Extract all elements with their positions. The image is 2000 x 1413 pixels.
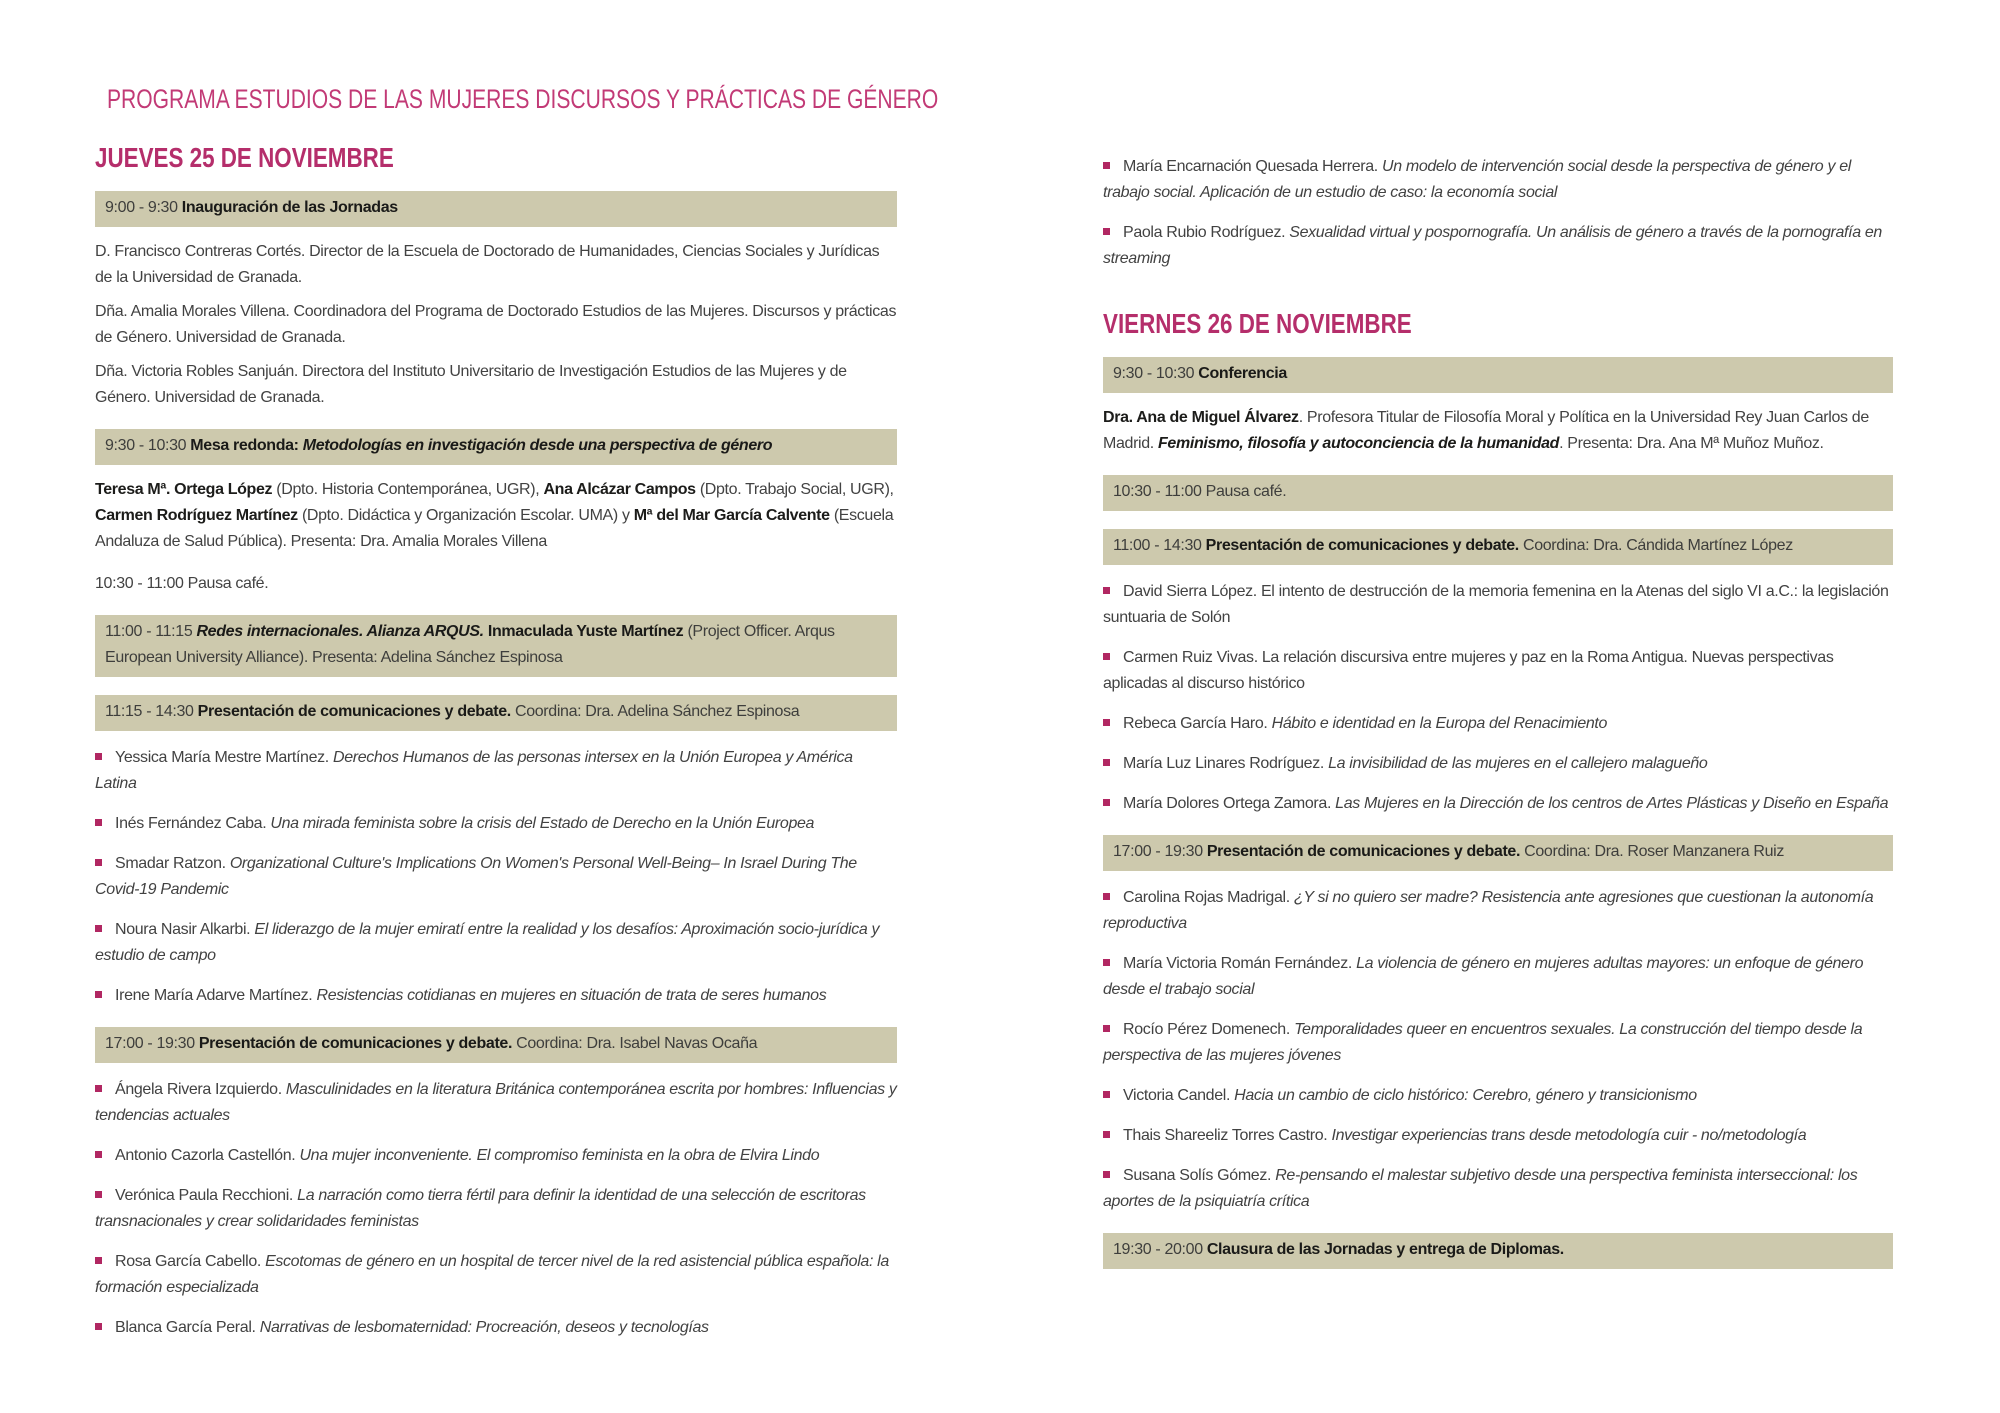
- text-run: La invisibilidad de las mujeres en el callejero malagueño: [1328, 755, 1708, 772]
- session-bar: [1103, 1233, 1893, 1269]
- text-run: Hábito e identidad en la Europa del Renacimiento: [1271, 715, 1608, 732]
- text-run: Resistencias cotidianas en mujeres en situación de trata de seres humanos: [316, 987, 827, 1004]
- text-run: Narrativas de lesbomaternidad: Procreación, deseos y tecnologías: [259, 1319, 709, 1336]
- text-run: Feminismo, filosofía y autoconciencia de la humanidad: [1158, 435, 1560, 452]
- page-title: PROGRAMA ESTUDIOS DE LAS MUJERES DISCURSOS Y PRÁCTICAS DE GÉNERO: [107, 84, 939, 114]
- text-run: (Dpto. Trabajo Social, UGR),: [699, 481, 894, 498]
- day-heading-thursday: JUEVES 25 DE NOVIEMBRE: [95, 142, 394, 173]
- text-run: Coordina: Dra. Adelina Sánchez Espinosa: [514, 703, 800, 720]
- text-run: Mª del Mar García Calvente: [633, 507, 834, 524]
- text-run: 19:30 - 20:00: [1113, 1241, 1207, 1258]
- bullet-square-icon: [95, 1085, 102, 1092]
- text-run: Ángela Rivera Izquierdo.: [115, 1081, 286, 1098]
- text-run: Paola Rubio Rodríguez.: [1123, 224, 1290, 241]
- session-bar: [95, 695, 897, 731]
- text-run: Blanca García Peral.: [115, 1319, 260, 1336]
- session-bar: [1103, 529, 1893, 565]
- program-paragraph: [1103, 405, 1893, 457]
- text-run: 11:15 - 14:30: [105, 703, 198, 720]
- text-run: Sexualidad virtual y pospornografía. Un análisis de género a través de la pornografía en streaming: [1103, 224, 1882, 267]
- text-run: David Sierra López. El intento de destrucción de la memoria femenina en la Atenas del siglo VI a.C.: la legislación suntuaria de Solón: [1103, 583, 1889, 626]
- bullet-square-icon: [1103, 719, 1110, 726]
- communication-item: [1103, 885, 1893, 937]
- bullet-square-icon: [95, 819, 102, 826]
- program-paragraph: [95, 477, 897, 555]
- text-run: María Luz Linares Rodríguez.: [1123, 755, 1329, 772]
- text-run: Derechos Humanos de las personas intersex en la Unión Europea y América Latina: [95, 749, 853, 792]
- text-run: 11:00 - 14:30: [1113, 537, 1206, 554]
- session-bar: [1103, 357, 1893, 393]
- bullet-square-icon: [1103, 799, 1110, 806]
- text-run: Metodologías en investigación desde una perspectiva de género: [302, 437, 773, 454]
- text-run: (Dpto. Historia Contemporánea, UGR),: [276, 481, 544, 498]
- communication-item: [95, 917, 897, 969]
- bullet-square-icon: [1103, 1025, 1110, 1032]
- bullet-square-icon: [1103, 1091, 1110, 1098]
- communication-item: [1103, 1123, 1893, 1149]
- text-run: María Victoria Román Fernández.: [1123, 955, 1357, 972]
- text-run: Ana Alcázar Campos: [543, 481, 700, 498]
- communication-item: [1103, 220, 1893, 272]
- right-column: [1103, 140, 1893, 1281]
- communication-item: [95, 1143, 897, 1169]
- text-run: Mesa redonda:: [190, 437, 303, 454]
- text-run: Presentación de comunicaciones y debate.: [1206, 843, 1525, 860]
- bullet-square-icon: [95, 859, 102, 866]
- friday-program-blocks: [1103, 154, 1893, 1269]
- text-run: (Project Officer. Arqus European University Alliance). Presenta: Adelina Sánchez Espinosa: [105, 623, 835, 666]
- text-run: Una mirada feminista sobre la crisis del Estado de Derecho en la Unión Europea: [270, 815, 815, 832]
- text-run: Yessica María Mestre Martínez.: [115, 749, 333, 766]
- bullet-square-icon: [1103, 759, 1110, 766]
- text-run: Irene María Adarve Martínez.: [115, 987, 317, 1004]
- text-run: Dña. Amalia Morales Villena. Coordinadora del Programa de Doctorado Estudios de las Mujeres. Discursos y prácticas de Género. Universidad de Granada.: [95, 303, 897, 346]
- bullet-square-icon: [95, 1257, 102, 1264]
- communication-item: [1103, 1017, 1893, 1069]
- communication-item: [1103, 711, 1893, 737]
- text-run: 9:30 - 10:30: [105, 437, 191, 454]
- communication-item: [1103, 951, 1893, 1003]
- session-bar: [1103, 475, 1893, 511]
- communication-item: [95, 851, 897, 903]
- text-run: Inés Fernández Caba.: [115, 815, 271, 832]
- text-run: 9:30 - 10:30: [1113, 365, 1199, 382]
- communication-item: [1103, 791, 1893, 817]
- session-bar: [95, 429, 897, 465]
- bullet-square-icon: [1103, 587, 1110, 594]
- bullet-square-icon: [95, 1191, 102, 1198]
- text-run: Verónica Paula Recchioni.: [115, 1187, 298, 1204]
- text-run: El liderazgo de la mujer emiratí entre la realidad y los desafíos: Aproximación socio-jurídica y estudio de campo: [95, 921, 880, 964]
- session-bar: [95, 191, 897, 227]
- communication-item: [1103, 579, 1893, 631]
- text-run: Las Mujeres en la Dirección de los centros de Artes Plásticas y Diseño en España: [1335, 795, 1889, 812]
- communication-item: [1103, 1163, 1893, 1215]
- text-run: Masculinidades en la literatura Británica contemporánea escrita por hombres: Influencias y tendencias actuales: [95, 1081, 897, 1124]
- bullet-square-icon: [95, 925, 102, 932]
- text-run: Una mujer inconveniente. El compromiso feminista en la obra de Elvira Lindo: [299, 1147, 820, 1164]
- text-run: Antonio Cazorla Castellón.: [115, 1147, 300, 1164]
- bullet-square-icon: [95, 991, 102, 998]
- thursday-program-blocks: [95, 191, 897, 1341]
- text-run: Un modelo de intervención social desde la perspectiva de género y el trabajo social. Aplicación de un estudio de caso: la economía social: [1103, 158, 1851, 201]
- text-run: Temporalidades queer en encuentros sexuales. La construcción del tiempo desde la perspectiva de las mujeres jóvenes: [1103, 1021, 1863, 1064]
- text-run: Rosa García Cabello.: [115, 1253, 266, 1270]
- text-run: Conferencia: [1198, 365, 1287, 382]
- session-bar: [95, 615, 897, 677]
- left-column: [95, 142, 897, 1355]
- text-run: ¿Y si no quiero ser madre? Resistencia ante agresiones que cuestionan la autonomía reproductiva: [1103, 889, 1874, 932]
- text-run: Dña. Victoria Robles Sanjuán. Directora del Instituto Universitario de Investigación Estudios de las Mujeres y de Género. Universidad de Granada.: [95, 363, 847, 406]
- text-run: 17:00 - 19:30: [1113, 843, 1207, 860]
- program-paragraph: [95, 359, 897, 411]
- communication-item: [1103, 645, 1893, 697]
- communication-item: [95, 1315, 897, 1341]
- text-run: . Presenta: Dra. Ana Mª Muñoz Muñoz.: [1559, 435, 1824, 452]
- bullet-square-icon: [1103, 162, 1110, 169]
- text-run: María Dolores Ortega Zamora.: [1123, 795, 1336, 812]
- program-paragraph: [95, 299, 897, 351]
- text-run: Carolina Rojas Madrigal.: [1123, 889, 1294, 906]
- day-heading-friday: VIERNES 26 DE NOVIEMBRE: [1103, 308, 1412, 339]
- text-run: La narración como tierra fértil para definir la identidad de una selección de escritoras transnacionales y crear solidaridades feministas: [95, 1187, 866, 1230]
- communication-item: [95, 1183, 897, 1235]
- text-run: Escotomas de género en un hospital de tercer nivel de la red asistencial pública española: la formación especializada: [95, 1253, 889, 1296]
- communication-item: [95, 745, 897, 797]
- program-paragraph: [95, 239, 897, 291]
- text-run: Coordina: Dra. Cándida Martínez López: [1522, 537, 1793, 554]
- text-run: Victoria Candel.: [1123, 1087, 1235, 1104]
- text-run: Teresa Mª. Ortega López: [95, 481, 277, 498]
- text-run: D. Francisco Contreras Cortés. Director de la Escuela de Doctorado de Humanidades, Ciencias Sociales y Jurídicas de la Universidad de Granada.: [95, 243, 880, 286]
- text-run: Coordina: Dra. Roser Manzanera Ruiz: [1524, 843, 1785, 860]
- text-run: Thais Shareeliz Torres Castro.: [1123, 1127, 1332, 1144]
- communication-item: [95, 983, 897, 1009]
- text-run: 9:00 - 9:30: [105, 199, 182, 216]
- text-run: Redes internacionales. Alianza ARQUS.: [196, 623, 488, 640]
- text-run: Clausura de las Jornadas y entrega de Diplomas.: [1206, 1241, 1564, 1258]
- text-run: (Escuela Andaluza de Salud Pública). Presenta: Dra. Amalia Morales Villena: [95, 507, 894, 550]
- text-run: Re-pensando el malestar subjetivo desde una perspectiva feminista interseccional: los aportes de la psiquiatría crítica: [1103, 1167, 1858, 1210]
- program-paragraph: [95, 571, 897, 597]
- text-run: Coordina: Dra. Isabel Navas Ocaña: [516, 1035, 758, 1052]
- text-run: La violencia de género en mujeres adultas mayores: un enfoque de género desde el trabajo social: [1103, 955, 1864, 998]
- communication-item: [95, 811, 897, 837]
- bullet-square-icon: [1103, 228, 1110, 235]
- session-bar: [1103, 835, 1893, 871]
- text-run: Hacia un cambio de ciclo histórico: Cerebro, género y transicionismo: [1234, 1087, 1697, 1104]
- text-run: 10:30 - 11:00 Pausa café.: [95, 575, 269, 592]
- text-run: Rocío Pérez Domenech.: [1123, 1021, 1295, 1038]
- text-run: Carmen Ruiz Vivas. La relación discursiva entre mujeres y paz en la Roma Antigua. Nuevas perspectivas aplicadas al discurso histórico: [1103, 649, 1834, 692]
- text-run: Susana Solís Gómez.: [1123, 1167, 1276, 1184]
- bullet-square-icon: [95, 1151, 102, 1158]
- communication-item: [95, 1249, 897, 1301]
- text-run: 10:30 - 11:00 Pausa café.: [1113, 483, 1287, 500]
- text-run: 11:00 - 11:15: [105, 623, 197, 640]
- bullet-square-icon: [1103, 653, 1110, 660]
- text-run: Presentación de comunicaciones y debate.: [197, 703, 515, 720]
- text-run: Noura Nasir Alkarbi.: [115, 921, 255, 938]
- session-bar: [95, 1027, 897, 1063]
- text-run: Inmaculada Yuste Martínez: [487, 623, 688, 640]
- text-run: Organizational Culture's Implications On Women's Personal Well-Being– In Israel During The Covid-19 Pandemic: [95, 855, 857, 898]
- bullet-square-icon: [1103, 959, 1110, 966]
- bullet-square-icon: [1103, 1171, 1110, 1178]
- communication-item: [1103, 154, 1893, 206]
- text-run: Smadar Ratzon.: [115, 855, 230, 872]
- text-run: . Profesora Titular de Filosofía Moral y Política en la Universidad Rey Juan Carlos de Madrid.: [1103, 409, 1869, 452]
- communication-item: [1103, 751, 1893, 777]
- text-run: Carmen Rodríguez Martínez: [95, 507, 302, 524]
- communication-item: [1103, 1083, 1893, 1109]
- bullet-square-icon: [1103, 893, 1110, 900]
- communication-item: [95, 1077, 897, 1129]
- bullet-square-icon: [95, 753, 102, 760]
- text-run: Presentación de comunicaciones y debate.: [1205, 537, 1523, 554]
- text-run: Dra. Ana de Miguel Álvarez: [1103, 409, 1299, 426]
- text-run: (Dpto. Didáctica y Organización Escolar. UMA) y: [301, 507, 634, 524]
- text-run: María Encarnación Quesada Herrera.: [1123, 158, 1382, 175]
- bullet-square-icon: [1103, 1131, 1110, 1138]
- text-run: 17:00 - 19:30: [105, 1035, 199, 1052]
- text-run: Investigar experiencias trans desde metodología cuir - no/metodología: [1331, 1127, 1807, 1144]
- text-run: Inauguración de las Jornadas: [181, 199, 398, 216]
- bullet-square-icon: [95, 1323, 102, 1330]
- text-run: Presentación de comunicaciones y debate.: [198, 1035, 517, 1052]
- text-run: Rebeca García Haro.: [1123, 715, 1272, 732]
